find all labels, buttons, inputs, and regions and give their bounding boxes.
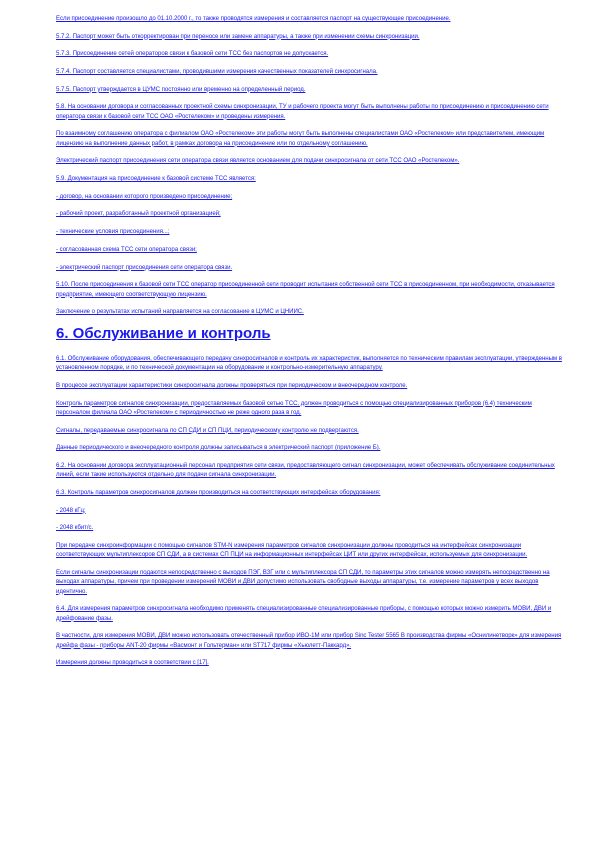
list-item-1[interactable]: - рабочий проект, разработанный проектной организацией; [56,210,221,218]
paragraph-2[interactable]: 5.7.3. Присоединение сетей операторов связи к базовой сети ТСС без паспортов не допускается. [56,50,329,58]
paragraph-3[interactable]: 5.7.4. Паспорт составляется специалистами, проводившими измерения качественных показателей синхросигнала. [56,68,378,76]
bottom-section [56,354,565,668]
paragraph-b5[interactable]: 6.2. На основании договора эксплуатационный персонал предприятия сети связи, предоставляющего сигнал синхронизации, может обеспечивать обслуживание соединительных линий, если такие используются отдельно для подачи сигнала синхронизации. [56,461,555,479]
paragraph-14[interactable]: 5.10. После присоединения к базовой сети ТСС оператор присоединенной сети проводит испытания собственной сети ТСС в присоединенном, при необходимости, отказывается предприятие, имеющего соответствующую лицензию. [56,281,555,298]
paragraph-b11[interactable]: 6.4. Для измерения параметров синхросигнала необходимо применять специализированные специализированные приборы, с помощью которых можно измерить МОВИ, ДВИ и дрейфование фазы. [56,605,552,622]
list-item-b8[interactable]: - 2048 кбит/с. [56,524,94,532]
paragraph-b10[interactable]: Если сигналы синхронизации подаются непосредственно с выходов ПЭГ, ВЗГ или с мультиплексора СП СДИ, то параметры этих сигналов можно измерять непосредственно на выходах аппаратуры, причем при проведении измерений МОВИ и ДВИ допустимо использовать свободные выходы аппаратуры, т.е. измерение параметров у всех выходов идентично. [56,568,550,595]
paragraph-b9[interactable]: При передаче синхроинформации с помощью сигналов STM-N измерения параметров сигналов синхронизации должны проводиться на интерфейсах синхронизации соответствующих мультиплексоров СП СДИ, а в системах СП ПЦИ на информационных интерфейсах ЦИТ или других интерфейсах, используемых для синхронизации. [56,541,528,559]
paragraph-4[interactable]: 5.7.5. Паспорт утверждается в ЦУМС постоянно или временно на определенный период. [56,85,306,93]
paragraph-b1[interactable]: В процессе эксплуатации характеристики синхросигнала должны проверяться при периодическом и внеочередном контроле. [56,381,408,389]
paragraph-b2[interactable]: Контроль параметров сигналов синхронизации, предоставляемых базовой сетью ТСС, должен проводиться с помощью специализированных приборов (6.4) техническим персоналом филиала ОАО «Ростелеком» с периодичностью не реже одного раза в год. [56,399,532,416]
paragraph-15[interactable]: Заключение о результатах испытаний направляется на согласование в ЦУМС и ЦНИИС. [56,308,304,316]
paragraph-8[interactable]: 5.9. Документация на присоединение к базовой системе ТСС является: [56,175,256,183]
paragraph-b4[interactable]: Данные периодического и внеочередного контроля должны записываться в электрический паспорт (приложение Б). [56,444,381,452]
paragraph-6[interactable]: По взаимному соглашению оператора с филиалом ОАО «Ростелеком» эти работы могут быть выполнены специалистами ОАО «Ростелеком» или представителем, имеющим лицензию на выполнение данных работ, в рамках договора на присоединение или по отдельному соглашению. [56,130,545,147]
paragraph-0[interactable]: Если присоединение произошло до 01.10.2000 г., то также проводятся измерения и составляется паспорт на существующее присоединение. [56,15,451,22]
top-section [56,14,565,317]
paragraph-b6[interactable]: 6.3. Контроль параметров синхросигналов должен производиться на соответствующих интерфейсах оборудования: [56,488,381,496]
paragraph-7[interactable]: Электрический паспорт присоединения сети оператора связи является основанием для подачи синхросигнала от сети ТСС ОАО «Ростелеком». [56,157,460,165]
paragraph-b0[interactable]: 6.1. Обслуживание оборудования, обеспечивающего передачу синхросигналов и контроль их характеристик, выполняется по техническим правилам эксплуатации, утвержденным в установленном порядке, и по технической документации на оборудование и контрольно-измерительную аппаратуру. [56,354,562,372]
list-item-0[interactable]: - договор, на основании которого произведено присоединение; [56,192,233,200]
paragraph-b3[interactable]: Сигналы, передаваемые синхросигнала по СП СДИ и СП ПЦИ, периодическому контролю не подвергаются. [56,426,359,434]
paragraph-1[interactable]: 5.7.2. Паспорт может быть откорректирован при переносе или замене аппаратуры, а также при изменении схемы синхронизации. [56,32,420,40]
paragraph-5[interactable]: 5.8. На основании договора и согласованных проектной схемы синхронизации, ТУ и рабочего проекта могут быть выполнены работы по присоединению и присоединению сети оператора связи к базовой сети ТСС ОАО «Ростелеком» и проведены измерения. [56,103,549,120]
section-heading[interactable]: 6. Обслуживание и контроль [56,324,271,342]
list-item-3[interactable]: - согласованная схема ТСС сети оператора связи; [56,245,197,253]
list-item-b7[interactable]: - 2048 кГц; [56,506,86,514]
paragraph-b13[interactable]: Измерения должны проводиться в соответствии с [17]. [56,659,209,667]
list-item-2[interactable]: - технические условия присоединения...; [56,228,170,236]
list-item-4[interactable]: - электрический паспорт присоединения сети оператора связи. [56,263,233,271]
paragraph-b12[interactable]: В частности, для измерения МОВИ, ДВИ можно использовать отечественный прибор ИВО-1М или прибор Sinc Tester 5565 В производства фирмы «Оснилинетворк» для измерения дрейфа фазы - приборы ANT-20 фирмы «Ваcмонт и Гольтерман» или ST717 фирмы «Хьюлетт-Паккард». [56,632,562,649]
